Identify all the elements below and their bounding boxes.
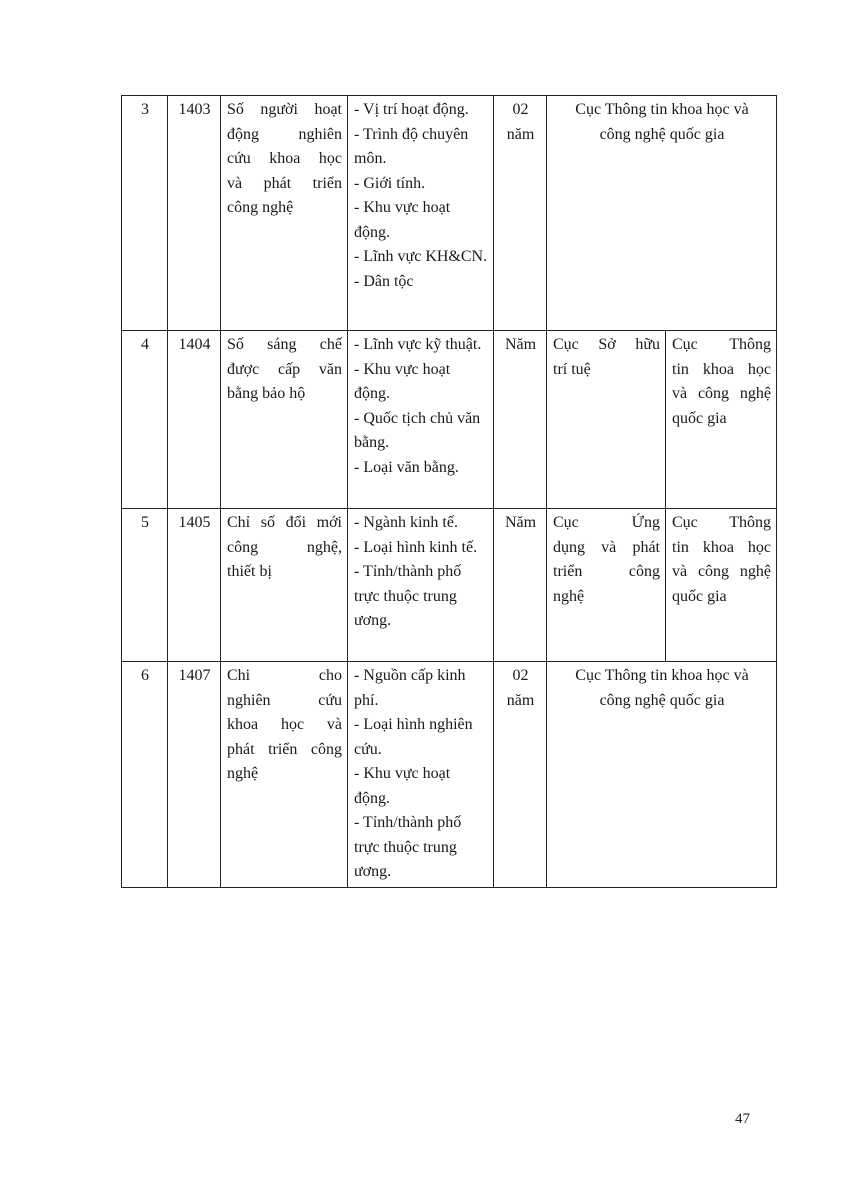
primary-agency	[547, 509, 666, 662]
indicator-name-line: và phát triển	[227, 174, 342, 192]
indicator-name-line: thiết bị	[227, 563, 272, 580]
indicator-name	[221, 96, 348, 331]
disaggregation-item: - Lĩnh vực KH&CN.	[354, 248, 488, 265]
indicator-name-line: công nghệ,	[227, 538, 342, 556]
indicator-code: 1404	[168, 331, 221, 509]
cooperating-agency	[666, 331, 777, 509]
disaggregation-list	[348, 331, 494, 509]
agency-line: Cục Thông	[672, 514, 772, 531]
indicator-name-line: cứu khoa học	[227, 150, 342, 167]
indicator-name	[221, 331, 348, 509]
indicator-name-line: công nghệ	[227, 199, 294, 216]
indicator-name-line: Số người hoạt	[227, 101, 342, 118]
indicator-code: 1407	[168, 662, 221, 888]
indicator-name-line: nghệ	[227, 765, 259, 782]
agency-line: Cục Sở hữu	[553, 336, 660, 353]
agency-line: Cục Thông tin khoa học và	[575, 667, 749, 684]
indicator-name-line: nghiên cứu	[227, 691, 342, 709]
agency-line: dụng và phát	[553, 538, 660, 556]
agency-line: và công nghệ	[672, 563, 772, 580]
page-number: 47	[735, 1111, 750, 1127]
indicator-name-line: Số sáng chế	[227, 336, 342, 353]
reporting-period-line: 02	[512, 101, 529, 118]
indicator-name	[221, 662, 348, 888]
indicator-name-line: khoa học và	[227, 716, 342, 733]
disaggregation-item: - Khu vực hoạt động.	[354, 765, 451, 807]
row-number: 6	[122, 662, 168, 888]
indicator-name-line: phát triển công	[227, 740, 342, 758]
table-row	[122, 662, 777, 888]
cooperating-agency	[666, 509, 777, 662]
disaggregation-item: - Ngành kinh tế.	[354, 514, 458, 531]
disaggregation-list	[348, 96, 494, 331]
indicator-name-line: Chi cho	[227, 667, 342, 684]
disaggregation-item: - Khu vực hoạt động.	[354, 360, 451, 402]
table-row	[122, 509, 777, 662]
row-number: 4	[122, 331, 168, 509]
disaggregation-item: - Khu vực hoạt động.	[354, 199, 451, 241]
disaggregation-item: - Tỉnh/thành phố trực thuộc trung ương.	[354, 563, 462, 629]
row-number: 5	[122, 509, 168, 662]
indicator-name	[221, 509, 348, 662]
reporting-period	[494, 96, 547, 331]
disaggregation-item: - Dân tộc	[354, 272, 414, 290]
agency-line: Cục Thông tin khoa học và	[575, 101, 749, 118]
disaggregation-item: - Giới tính.	[354, 174, 426, 192]
disaggregation-item: - Loại hình nghiên cứu.	[354, 716, 473, 758]
agency-line: Cục Ứng	[553, 514, 660, 531]
disaggregation-item: - Vị trí hoạt động.	[354, 101, 469, 118]
responsible-agency	[547, 662, 777, 888]
agency-line: quốc gia	[672, 409, 727, 427]
reporting-period: Năm	[494, 331, 547, 509]
table-row	[122, 96, 777, 331]
indicator-code: 1403	[168, 96, 221, 331]
reporting-period-line: năm	[506, 691, 535, 709]
reporting-period	[494, 662, 547, 888]
indicator-name-line: động nghiên	[227, 125, 342, 143]
disaggregation-item: - Loại văn bằng.	[354, 458, 459, 476]
disaggregation-item: - Tỉnh/thành phố trực thuộc trung ương.	[354, 814, 462, 880]
row-number: 3	[122, 96, 168, 331]
agency-line: công nghệ quốc gia	[599, 125, 725, 143]
primary-agency	[547, 331, 666, 509]
disaggregation-item: - Trình độ chuyên môn.	[354, 125, 469, 167]
reporting-period: Năm	[494, 509, 547, 662]
agency-line: và công nghệ	[672, 385, 772, 402]
disaggregation-list	[348, 662, 494, 888]
agency-line: quốc gia	[672, 587, 727, 605]
agency-line: nghệ	[553, 587, 585, 605]
disaggregation-list	[348, 509, 494, 662]
indicator-name-line: bằng bảo hộ	[227, 385, 306, 402]
agency-line: công nghệ quốc gia	[599, 691, 725, 709]
agency-line: tin khoa học	[672, 538, 772, 556]
agency-line: triển công	[553, 563, 660, 580]
indicator-name-line: Chỉ số đổi mới	[227, 514, 342, 531]
agency-line: trí tuệ	[553, 360, 591, 378]
indicator-code: 1405	[168, 509, 221, 662]
agency-line: Cục Thông	[672, 336, 772, 353]
statistics-indicator-table	[121, 95, 777, 888]
agency-line: tin khoa học	[672, 360, 772, 378]
disaggregation-item: - Quốc tịch chủ văn bằng.	[354, 409, 481, 451]
reporting-period-line: năm	[506, 125, 535, 143]
disaggregation-item: - Loại hình kinh tế.	[354, 538, 478, 556]
responsible-agency	[547, 96, 777, 331]
table-row	[122, 331, 777, 509]
disaggregation-item: - Nguồn cấp kinh phí.	[354, 667, 466, 709]
disaggregation-item: - Lĩnh vực kỹ thuật.	[354, 336, 482, 353]
indicator-name-line: được cấp văn	[227, 360, 342, 378]
reporting-period-line: 02	[512, 667, 529, 684]
